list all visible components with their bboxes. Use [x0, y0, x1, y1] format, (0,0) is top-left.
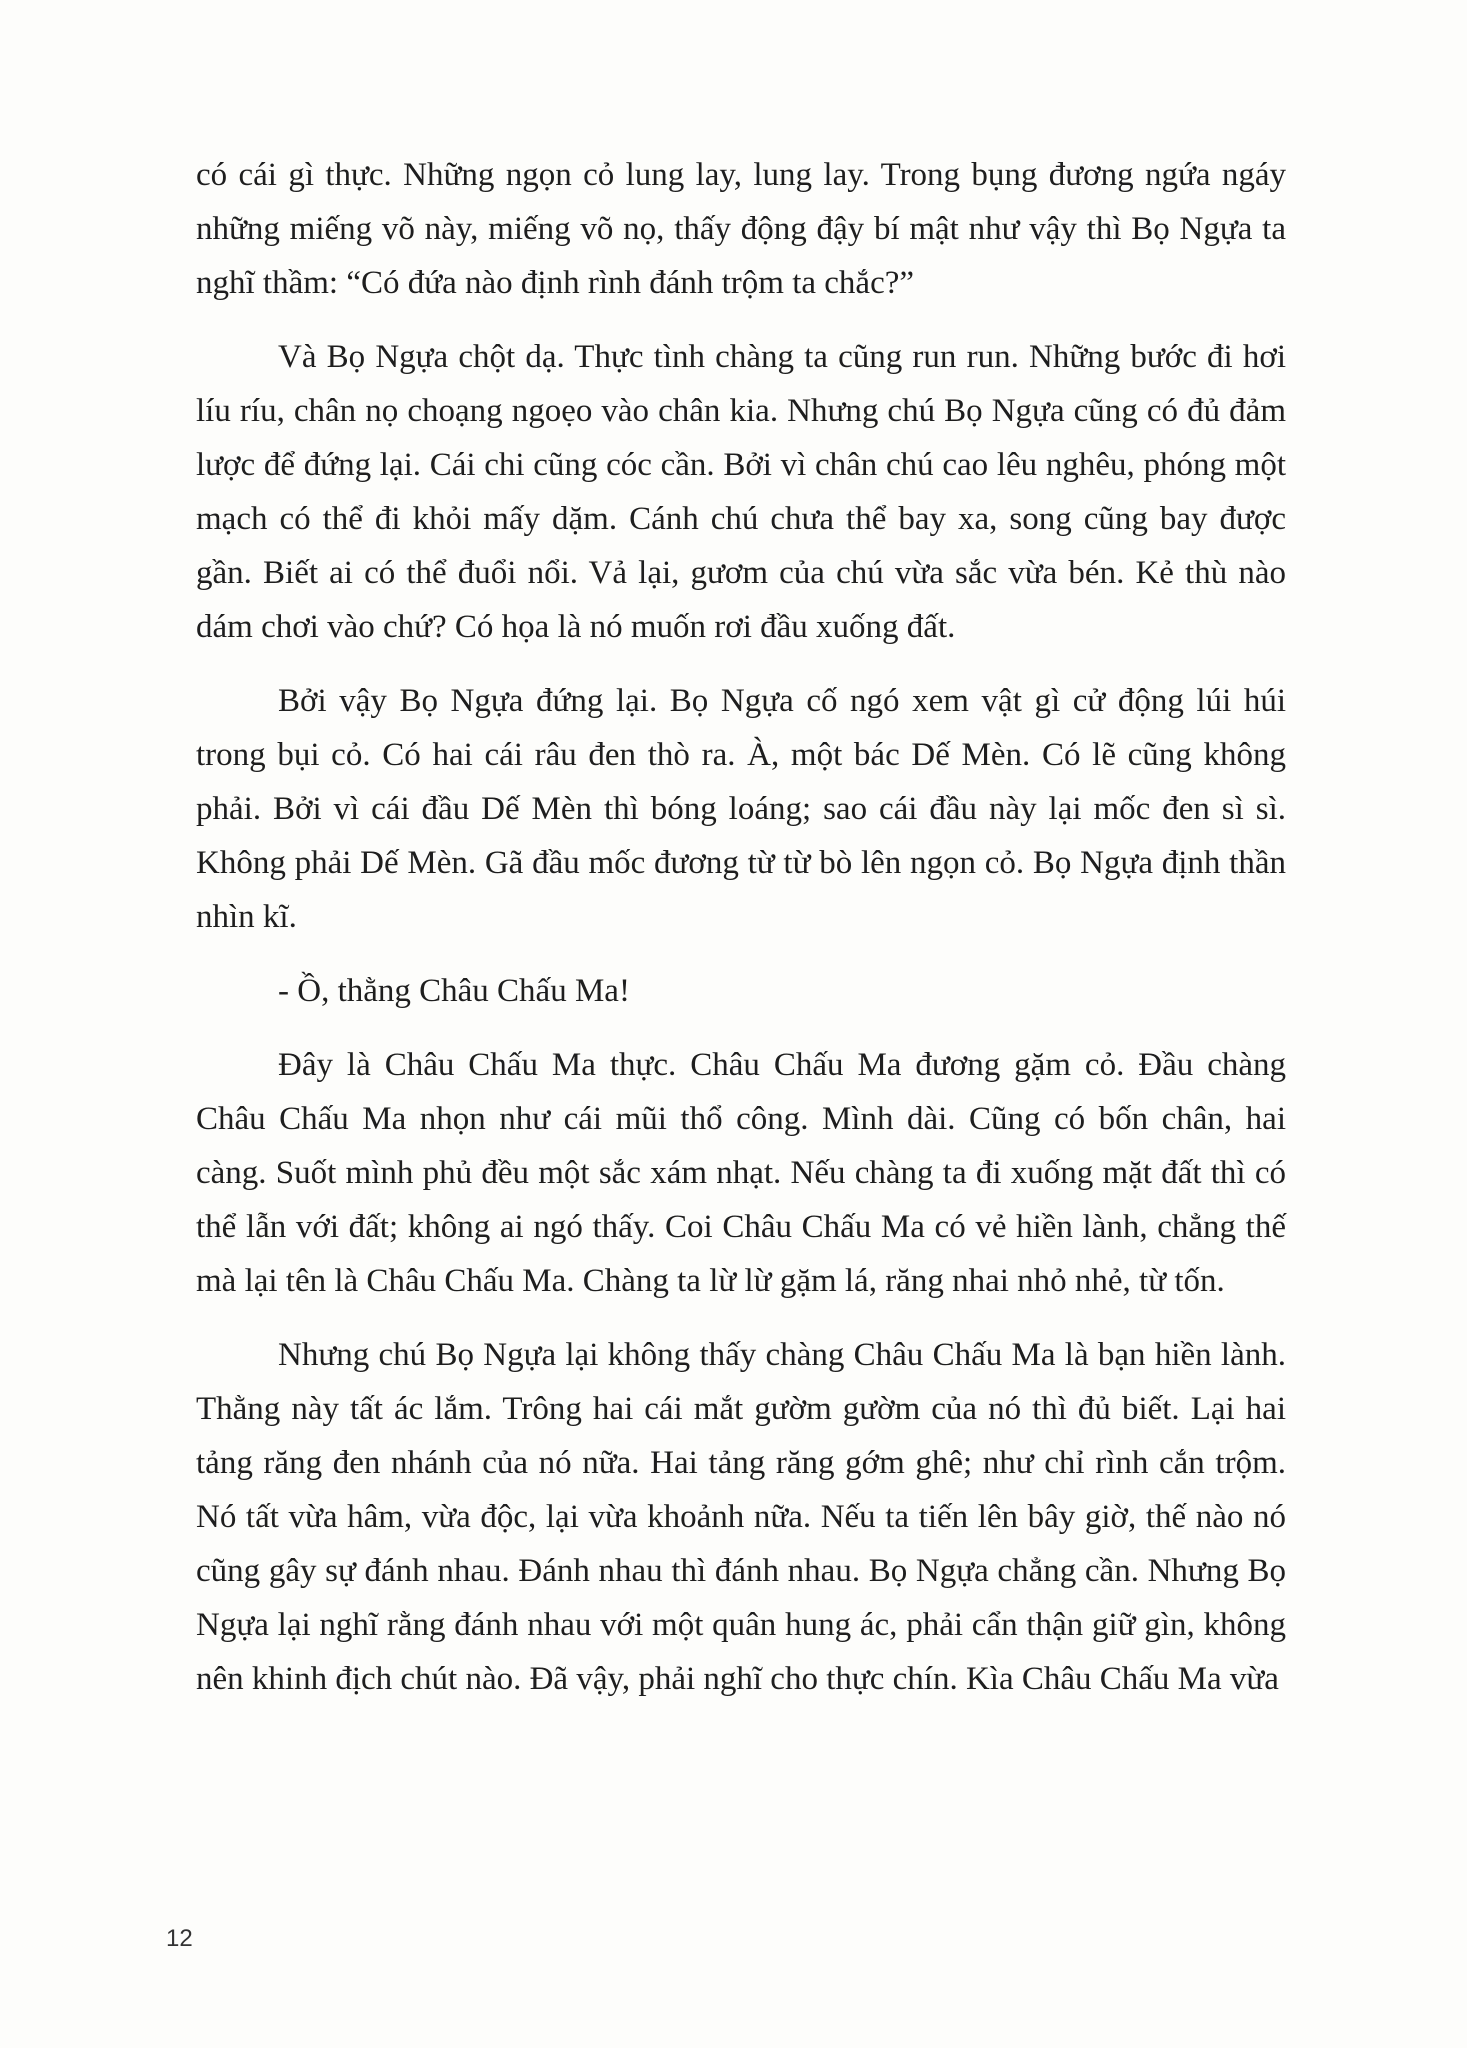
paragraph-4-dialogue: - Ồ, thằng Châu Chấu Ma!: [278, 973, 630, 1009]
paragraph-6: Nhưng chú Bọ Ngựa lại không thấy chàng Châu Chấu Ma là bạn hiền lành. Thằng này tất ác lắm. Trông hai cái mắt gườm gườm của nó thì đủ biết. Lại hai tảng răng đen nhánh của nó nữa. Hai tảng răng gớm ghê; như chỉ rình cắn trộm. Nó tất vừa hâm, vừa độc, lại vừa khoảnh nữa. Nếu ta tiến lên bây giờ, thế nào nó cũng gây sự đánh nhau. Đánh nhau thì đánh nhau. Bọ Ngựa chẳng cần. Nhưng Bọ Ngựa lại nghĩ rằng đánh nhau với một quân hung ác, phải cẩn thận giữ gìn, không nên khinh địch chút nào. Đã vậy, phải nghĩ cho thực chín. Kìa Châu Chấu Ma vừa: [196, 1337, 1286, 1697]
paragraph-5: Đây là Châu Chấu Ma thực. Châu Chấu Ma đương gặm cỏ. Đầu chàng Châu Chấu Ma nhọn như cái mũi thổ công. Mình dài. Cũng có bốn chân, hai càng. Suốt mình phủ đều một sắc xám nhạt. Nếu chàng ta đi xuống mặt đất thì có thể lẫn với đất; không ai ngó thấy. Coi Châu Chấu Ma có vẻ hiền lành, chẳng thế mà lại tên là Châu Chấu Ma. Chàng ta lừ lừ gặm lá, răng nhai nhỏ nhẻ, từ tốn.: [196, 1047, 1286, 1299]
paragraph-2: Và Bọ Ngựa chột dạ. Thực tình chàng ta cũng run run. Những bước đi hơi líu ríu, chân nọ choạng ngoẹo vào chân kia. Nhưng chú Bọ Ngựa cũng có đủ đảm lược để đứng lại. Cái chi cũng cóc cần. Bởi vì chân chú cao lêu nghêu, phóng một mạch có thể đi khỏi mấy dặm. Cánh chú chưa thể bay xa, song cũng bay được gần. Biết ai có thể đuổi nổi. Vả lại, gươm của chú vừa sắc vừa bén. Kẻ thù nào dám chơi vào chứ? Có họa là nó muốn rơi đầu xuống đất.: [196, 339, 1286, 645]
paragraph-3: Bởi vậy Bọ Ngựa đứng lại. Bọ Ngựa cố ngó xem vật gì cử động lúi húi trong bụi cỏ. Có hai cái râu đen thò ra. À, một bác Dế Mèn. Có lẽ cũng không phải. Bởi vì cái đầu Dế Mèn thì bóng loáng; sao cái đầu này lại mốc đen sì sì. Không phải Dế Mèn. Gã đầu mốc đương từ từ bò lên ngọn cỏ. Bọ Ngựa định thần nhìn kĩ.: [196, 683, 1286, 935]
body-text: [196, 148, 1286, 1706]
page-number: 12: [166, 1925, 193, 1952]
paragraph-1: có cái gì thực. Những ngọn cỏ lung lay, lung lay. Trong bụng đương ngứa ngáy những miếng võ này, miếng võ nọ, thấy động đậy bí mật như vậy thì Bọ Ngựa ta nghĩ thầm: “Có đứa nào định rình đánh trộm ta chắc?”: [196, 157, 1286, 301]
